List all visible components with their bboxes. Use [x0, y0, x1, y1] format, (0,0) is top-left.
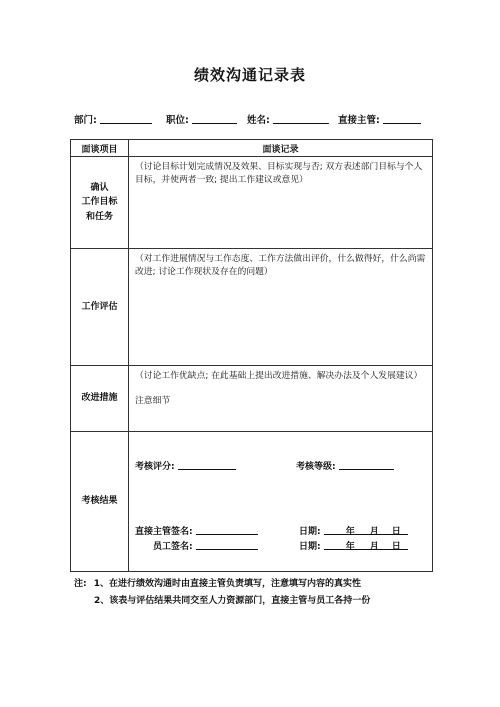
note-prefix: 注: — [74, 579, 87, 589]
table-row — [71, 366, 433, 432]
grade-blank[interactable] — [339, 459, 394, 470]
header-record: 面谈记录 — [129, 140, 433, 157]
header-item: 面谈项目 — [71, 140, 129, 157]
year-unit: 年 — [345, 527, 355, 537]
supervisor-sign-blank[interactable] — [196, 524, 258, 535]
date-label: 日期: — [299, 542, 321, 552]
department-label: 部门: — [74, 115, 97, 126]
year-unit: 年 — [345, 542, 355, 552]
date-blank[interactable] — [324, 540, 408, 550]
record-cell-improvement[interactable] — [129, 366, 433, 432]
score-blank[interactable] — [178, 459, 236, 470]
footnotes — [74, 576, 370, 610]
label-line: 考核结果 — [81, 496, 118, 507]
month-unit: 月 — [369, 542, 379, 552]
score-field[interactable] — [135, 459, 236, 472]
grade-label: 考核等级: — [296, 462, 336, 472]
month-unit: 月 — [369, 527, 379, 537]
label-line: 和任务 — [85, 211, 113, 222]
record-cell-result — [129, 432, 433, 572]
supervisor-date-field[interactable] — [299, 524, 408, 537]
employee-sign-label: 员工签名: — [153, 542, 193, 552]
department-field[interactable] — [74, 112, 152, 126]
day-unit: 日 — [391, 527, 401, 537]
day-unit: 日 — [391, 542, 401, 552]
name-label: 姓名: — [247, 115, 270, 126]
form-title: 绩效沟通记录表 — [193, 66, 306, 84]
record-cell-confirm-goals[interactable] — [129, 157, 433, 249]
supervisor-sign-field[interactable] — [135, 524, 258, 537]
detail-note: 注意细节 — [135, 395, 171, 406]
row-label-work-evaluation — [71, 249, 129, 366]
table-row — [71, 249, 433, 366]
employee-sign-blank[interactable] — [196, 539, 258, 550]
score-label: 考核评分: — [135, 462, 175, 472]
footnote-1 — [74, 576, 370, 593]
row-label-result — [71, 432, 129, 572]
employee-sign-field[interactable] — [153, 539, 258, 552]
label-line: 工作目标 — [81, 197, 118, 208]
supervisor-label: 直接主管: — [338, 115, 380, 126]
employee-date-field[interactable] — [299, 539, 408, 552]
position-blank[interactable] — [192, 113, 237, 124]
label-line: 工作评估 — [81, 301, 118, 312]
department-blank[interactable] — [100, 113, 152, 124]
note-text: 1、在进行绩效沟通时由直接主管负责填写，注意填写内容的真实性 — [93, 579, 362, 589]
interview-record-table — [70, 139, 433, 572]
record-hint: （对工作进展情况与工作态度、工作方法做出评价，什么做得好，什么尚需改进; 讨论工作现状及存在的问题） — [135, 254, 426, 277]
date-label: 日期: — [299, 527, 321, 537]
row-label-improvement — [71, 366, 129, 432]
table-row — [71, 157, 433, 249]
table-row — [71, 432, 433, 572]
footnote-2 — [74, 593, 370, 610]
name-field[interactable] — [247, 112, 329, 126]
date-blank[interactable] — [324, 525, 408, 535]
record-hint: （讨论目标计划完成情况及效果、目标实现与否; 双方表述部门目标与个人目标，并使两者一致; 提出工作建议或意见） — [135, 162, 423, 185]
position-field[interactable] — [166, 112, 237, 126]
label-line: 确认 — [90, 182, 109, 193]
label-line: 改进措施 — [81, 393, 118, 404]
position-label: 职位: — [166, 115, 189, 126]
table-header-row — [71, 140, 433, 157]
name-blank[interactable] — [273, 113, 329, 124]
supervisor-sign-label: 直接主管签名: — [135, 527, 193, 537]
note-text: 2、该表与评估结果共同交至人力资源部门，直接主管与员工各持一份 — [94, 596, 371, 606]
record-hint: （讨论工作优缺点; 在此基础上提出改进措施、解决办法及个人发展建议） — [135, 371, 423, 381]
row-label-confirm-goals — [71, 157, 129, 249]
supervisor-blank[interactable] — [383, 113, 421, 124]
record-cell-work-evaluation[interactable] — [129, 249, 433, 366]
supervisor-field[interactable] — [338, 112, 421, 126]
grade-field[interactable] — [296, 459, 394, 472]
